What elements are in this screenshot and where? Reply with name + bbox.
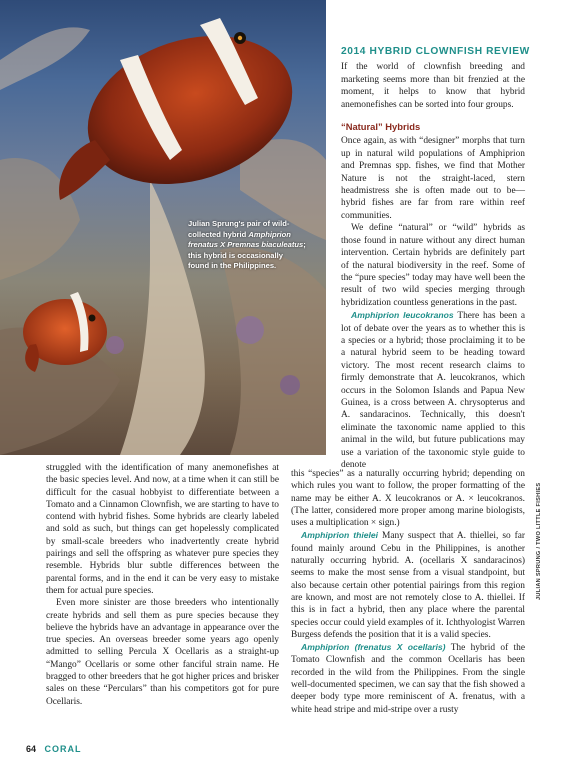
middle-paragraph-1: this “species” as a naturally occurring hybrid; depending on which rules you want to follow, the proper formatting of the name may be either A. X leucokranos or A. × leucokranos. (The latter, considered more proper among marine biologists, uses a multiplication × sign.) xyxy=(291,469,525,529)
natural-hybrids-heading: “Natural” Hybrids xyxy=(341,121,421,133)
magazine-name: CORAL xyxy=(44,744,82,754)
frenatus-paragraph xyxy=(291,641,525,716)
caption-text-c: ; this hybrid is occasionally found in the Philippines. xyxy=(188,240,306,271)
page-number: 64 xyxy=(26,744,37,754)
page-footer xyxy=(26,744,82,754)
photo-caption xyxy=(188,219,306,272)
frenatus-runin: Amphiprion (frenatus X ocellaris) xyxy=(301,642,446,653)
intro-paragraph: If the world of clownfish breeding and marketing seems more than bit frenzied at the moment, it helps to know that hybrid anemonefishes can be sorted into four groups. xyxy=(341,62,525,110)
leucokranos-paragraph xyxy=(341,309,525,471)
clownfish-photo xyxy=(0,0,326,455)
leucokranos-runin: Amphiprion leucokranos xyxy=(351,310,454,321)
leucokranos-text: There has been a lot of debate over the years as to whether this is a species or a hybrid; those proclaiming it to be a natural hybrid seem to be heading toward victory. The most recent research claims to firmly demonstrate that A. leucokranos, which occurs in the Solomon Islands and Papua New Guinea, is a cross between A. chrysopterus and A. sandaracinos. Technically, this doesn't eliminate the taxonomic name applied to this animal in the wild, but future publications may use a variation of the taxonomic style guide to denote xyxy=(341,311,525,470)
section-kicker: 2014 HYBRID CLOWNFISH REVIEW xyxy=(341,46,530,57)
middle-column xyxy=(291,468,525,716)
left-paragraph-2: Even more sinister are those breeders who intentionally create hybrids and sell them as pure species because they believe the hybrids have an advantage in appearance over the true species. An overseas breeder some years ago openly admitted to selling Percula X Ocellaris as a straight-up “Mango” Ocellaris or some other fanciful strain name. He bragged to other breeders that he got higher prices and brisker sales on these “Perculars” than his competitors got for pure Ocellaris. xyxy=(46,598,279,707)
caption-text-a: Julian Sprung's pair of wild-collected hybrid xyxy=(188,219,290,239)
thielei-text: Many suspect that A. thiellei, so far found mainly around Cebu in the Philippines, is another naturally occurring hybrid. A. (ocellaris X sandaracinos) seems to make the most sense from a visual standpoint, but also because certain other potential pairings from this region are known, and most are not remotely close to A. thiellei. If this is in fact a hybrid, then any place where the parental species occur could yield examples of it. Ichthyologist Warren Burgess defends the position that it is a valid species. xyxy=(291,531,526,640)
photo-credit: JULIAN SPRUNG / TWO LITTLE FISHIES xyxy=(536,482,542,600)
thielei-paragraph xyxy=(291,529,525,641)
left-column xyxy=(46,462,279,708)
caption-species: Amphiprion frenatus X Premnas biaculeatus xyxy=(188,229,304,250)
frenatus-text: The hybrid of the Tomato Clownfish and the common Ocellaris has been recorded in the wild from the Philippines. From the single well-documented specimen, we can say that the fish showed a deeper body type more reminiscent of A. frenatus, with a white head stripe and mid-stripe over a rusty xyxy=(291,643,525,715)
right-column xyxy=(341,46,530,471)
left-paragraph-1: struggled with the identification of many anemonefishes at the basic species level. And now, at a time when it can still be difficult for the casual hobbyist to differentiate between a Tomato and a Cinnamon Clownfish, we are starting to have to contend with hybrid fishes. Some hybrids are clearly labeled and sold as such, but things can get hopelessly complicated by small-scale breeders who inadvertently create hybrid pairings and sell the offspring as whatever pure species they resemble. Hybrids blur subtle differences between the parental forms, and in the end it can be very easy to mistake them for actual pure species. xyxy=(46,463,279,596)
natural-paragraph-1: Once again, as with “designer” morphs that turn up in natural wild populations of Amphiprion and Premnas spp. fishes, we find that Mother Nature is not the straight-laced, stern headmistress she is often made out to be—hybrid fishes are far from rare within reef communities. xyxy=(341,136,525,221)
thielei-runin: Amphiprion thielei xyxy=(301,530,379,541)
natural-paragraph-2: We define “natural” or “wild” hybrids as those found in nature without any direct human intervention. Certain hybrids are definitely part of the natural biodiversity in the reef. Some of the “pure species” today may have well been the result of two wild species merging through hybridization countless generations in the past. xyxy=(341,223,525,308)
